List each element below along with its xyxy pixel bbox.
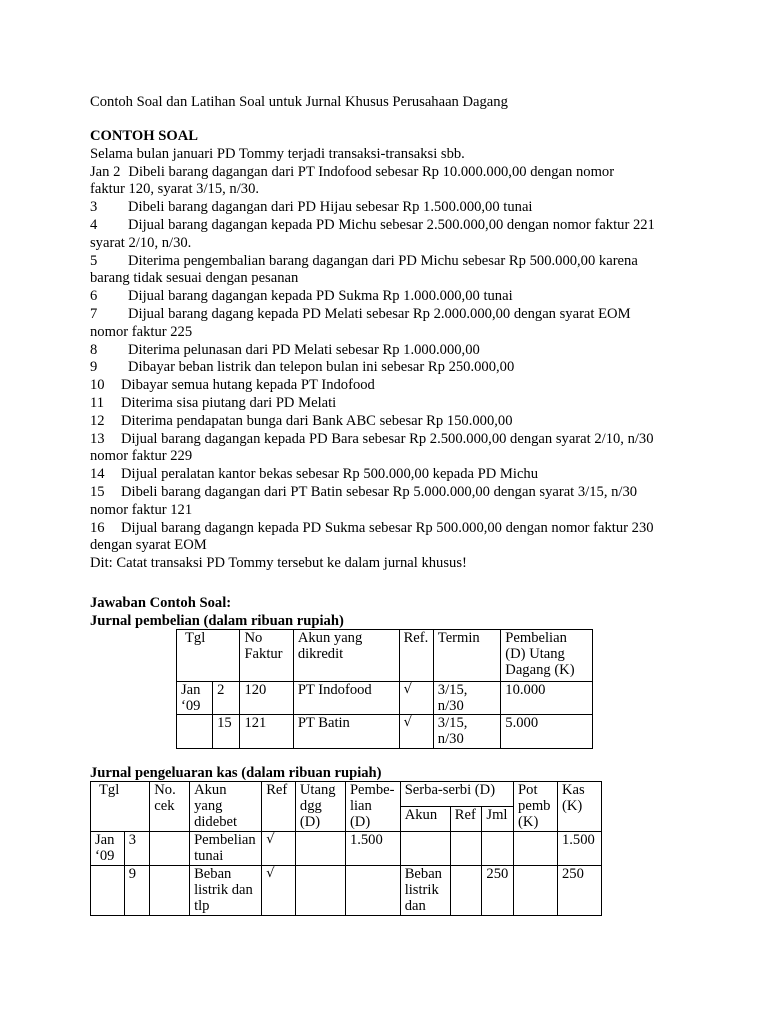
transaction-item [90, 306, 690, 324]
cell-month [177, 715, 213, 749]
cell-ref: √ [399, 682, 433, 715]
cell-pot [514, 832, 558, 866]
transaction-item [90, 484, 690, 502]
example-problem-section [90, 128, 690, 573]
col-ref: Ref. [399, 630, 433, 682]
cell-serba-jml [482, 832, 514, 866]
transaction-item [90, 431, 690, 449]
transaction-date: 7 [90, 305, 98, 322]
cell-pembelian: 1.500 [345, 832, 400, 866]
cash-out-journal-table [90, 781, 602, 916]
cell-month: Jan ‘09 [177, 682, 213, 715]
cell-termin: 3/15, n/30 [433, 682, 500, 715]
transaction-item [90, 288, 690, 306]
answer-heading-text: Jawaban Contoh Soal: [90, 595, 232, 611]
question-text: Dit: Catat transaksi PD Tommy tersebut ke dalam jurnal khusus! [90, 555, 467, 572]
transaction-date: Jan 2 [90, 163, 121, 180]
col-akun: Akun yang dikredit [293, 630, 399, 682]
cell-ref: √ [399, 715, 433, 749]
cell-akun: Beban listrik dan tlp [190, 866, 262, 916]
col-no-faktur: No Faktur [240, 630, 293, 682]
table-header-row [177, 630, 593, 682]
intro-text: Selama bulan januari PD Tommy terjadi transaksi-transaksi sbb. [90, 145, 465, 162]
transaction-text: Dijual barang dagangan kepada PD Michu sebesar 2.500.000,00 dengan nomor faktur 221 [128, 216, 655, 233]
transaction-text: Dibeli barang dagangan dari PT Indofood sebesar Rp 10.000.000,00 dengan nomor [128, 163, 615, 180]
transaction-text: Dibayar beban listrik dan telepon bulan ini sebesar Rp 250.000,00 [128, 359, 515, 376]
cell-serba-akun [400, 832, 450, 866]
cash-out-journal-title: Jurnal pengeluaran kas (dalam ribuan rupiah) [90, 765, 382, 781]
col-serba-serbi: Serba-serbi (D) [400, 782, 513, 807]
col-pot: Pot pemb (K) [514, 782, 558, 832]
transaction-date: 8 [90, 341, 98, 358]
transaction-item [90, 520, 690, 538]
transaction-continuation: nomor faktur 229 [90, 448, 193, 465]
cell-serba-jml: 250 [482, 866, 514, 916]
purchase-journal-title: Jurnal pembelian (dalam ribuan rupiah) [90, 613, 344, 629]
document-title: Contoh Soal dan Latihan Soal untuk Jurnal Khusus Perusahaan Dagang [90, 94, 508, 110]
cell-day: 15 [213, 715, 240, 749]
purchase-journal-table [176, 629, 593, 749]
cell-serba-ref [450, 866, 482, 916]
transaction-item [90, 342, 690, 360]
cell-day: 3 [124, 832, 150, 866]
cell-day: 9 [124, 866, 150, 916]
transaction-date: 16 [90, 519, 105, 536]
transaction-text: Dijual barang dagangn kepada PD Sukma sebesar Rp 500.000,00 dengan nomor faktur 230 [121, 519, 654, 536]
transaction-date: 5 [90, 252, 98, 269]
transaction-text: Diterima sisa piutang dari PD Melati [121, 394, 337, 411]
cell-ref: √ [262, 866, 296, 916]
cell-month [91, 866, 125, 916]
table-row [177, 682, 593, 715]
cell-pembelian [345, 866, 400, 916]
transaction-date: 11 [90, 394, 105, 411]
transaction-continuation: syarat 2/10, n/30. [90, 234, 192, 251]
transaction-date: 4 [90, 216, 98, 233]
transaction-text: Dijual barang dagangan kepada PD Sukma Rp 1.000.000,00 tunai [128, 288, 513, 305]
col-pembelian: Pembelian (D) Utang Dagang (K) [501, 630, 593, 682]
col-no-cek: No. cek [150, 782, 190, 832]
transaction-date: 6 [90, 288, 98, 305]
cell-pot [514, 866, 558, 916]
transaction-item [90, 359, 690, 377]
cell-no-cek [150, 832, 190, 866]
cell-kas: 250 [557, 866, 601, 916]
table-row [177, 715, 593, 749]
transaction-item [90, 217, 690, 235]
transaction-text: Diterima pendapatan bunga dari Bank ABC sebesar Rp 150.000,00 [121, 412, 513, 429]
cell-serba-akun: Beban listrik dan [400, 866, 450, 916]
transaction-text: Diterima pengembalian barang dagangan dari PD Michu sebesar Rp 500.000,00 karena [128, 252, 638, 269]
transaction-text: Dijual barang dagang kepada PD Melati sebesar Rp 2.000.000,00 dengan syarat EOM [128, 305, 631, 322]
transaction-item [90, 377, 690, 395]
table-header-row [91, 782, 602, 807]
col-kas: Kas (K) [557, 782, 601, 832]
col-ref: Ref [262, 782, 296, 832]
transaction-date: 12 [90, 412, 105, 429]
col-tgl: Tgl [177, 630, 240, 682]
col-tgl: Tgl [91, 782, 150, 832]
col-akun: Akun yang didebet [190, 782, 262, 832]
cell-month: Jan ‘09 [91, 832, 125, 866]
answer-heading [90, 594, 344, 630]
transaction-item [90, 466, 690, 484]
col-serba-jml: Jml [482, 807, 514, 832]
transaction-date: 14 [90, 466, 105, 483]
transaction-text: Dijual barang dagangan kepada PD Bara sebesar Rp 2.500.000,00 dengan syarat 2/10, n/30 [121, 430, 654, 447]
transaction-item [90, 164, 690, 182]
cell-day: 2 [213, 682, 240, 715]
transaction-date: 15 [90, 483, 105, 500]
cell-serba-ref [450, 832, 482, 866]
transaction-continuation: faktur 120, syarat 3/15, n/30. [90, 181, 260, 198]
col-termin: Termin [433, 630, 500, 682]
transaction-text: Dibeli barang dagangan dari PD Hijau sebesar Rp 1.500.000,00 tunai [128, 199, 533, 216]
transaction-item [90, 395, 690, 413]
table-row [91, 832, 602, 866]
cell-utang [295, 866, 345, 916]
transaction-item [90, 413, 690, 431]
transaction-date: 13 [90, 430, 105, 447]
cell-amount: 5.000 [501, 715, 593, 749]
cell-kas: 1.500 [557, 832, 601, 866]
col-pembelian: Pembe-lian (D) [345, 782, 400, 832]
cell-termin: 3/15, n/30 [433, 715, 500, 749]
cell-no-cek [150, 866, 190, 916]
col-utang: Utang dgg (D) [295, 782, 345, 832]
cell-akun: PT Indofood [293, 682, 399, 715]
transaction-text: Dibayar semua hutang kepada PT Indofood [121, 377, 375, 394]
transaction-date: 10 [90, 377, 105, 394]
cell-utang [295, 832, 345, 866]
cell-akun: Pembelian tunai [190, 832, 262, 866]
transaction-continuation: nomor faktur 121 [90, 501, 193, 518]
transaction-text: Diterima pelunasan dari PD Melati sebesar Rp 1.000.000,00 [128, 341, 480, 358]
cell-ref: √ [262, 832, 296, 866]
transaction-continuation: barang tidak sesuai dengan pesanan [90, 270, 299, 287]
transaction-item [90, 253, 690, 271]
transaction-item [90, 199, 690, 217]
cell-akun: PT Batin [293, 715, 399, 749]
transaction-continuation: dengan syarat EOM [90, 537, 207, 554]
col-serba-akun: Akun [400, 807, 450, 832]
transaction-date: 9 [90, 359, 98, 376]
cell-amount: 10.000 [501, 682, 593, 715]
transaction-list [90, 164, 690, 556]
col-serba-ref: Ref [450, 807, 482, 832]
transaction-continuation: nomor faktur 225 [90, 323, 193, 340]
table-row [91, 866, 602, 916]
cell-no-faktur: 120 [240, 682, 293, 715]
cell-no-faktur: 121 [240, 715, 293, 749]
transaction-text: Dibeli barang dagangan dari PT Batin sebesar Rp 5.000.000,00 dengan syarat 3/15, n/30 [121, 483, 638, 500]
transaction-date: 3 [90, 199, 98, 216]
section-heading: CONTOH SOAL [90, 128, 198, 144]
transaction-text: Dijual peralatan kantor bekas sebesar Rp 500.000,00 kepada PD Michu [121, 466, 539, 483]
